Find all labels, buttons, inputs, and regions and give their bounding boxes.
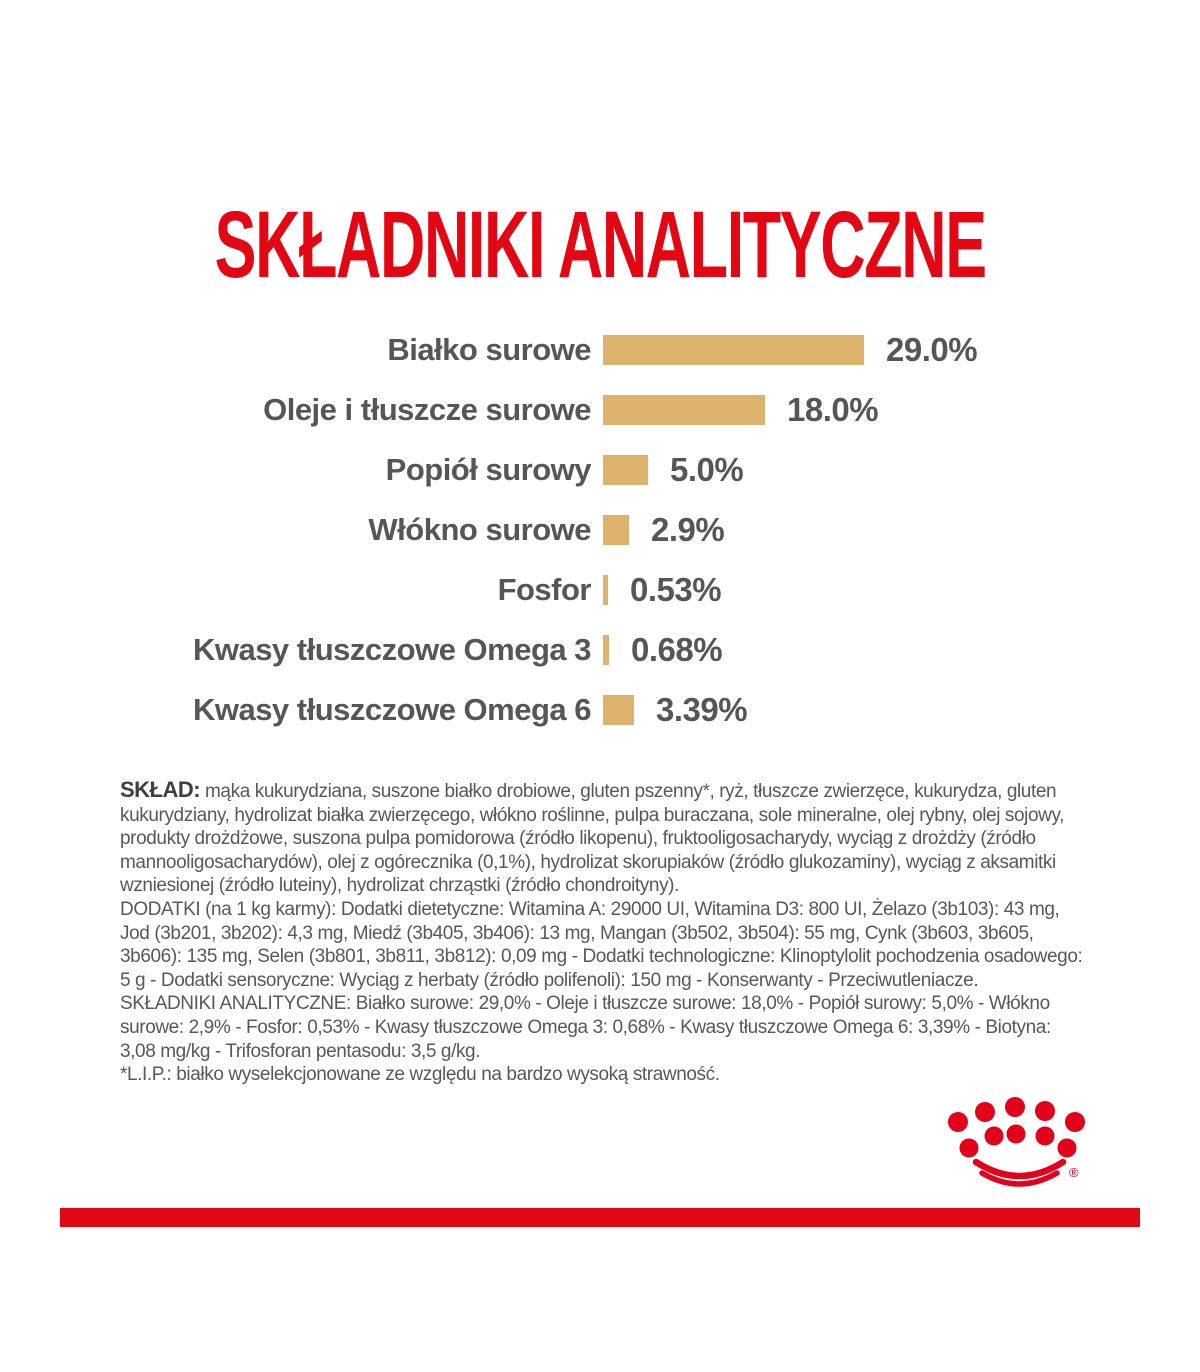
composition-text: mąka kukurydziana, suszone białko drobiowe, gluten pszenny*, ryż, tłuszcze zwierzęce, kukurydza, gluten kukurydziany, hydrolizat białka zwierzęcego, włókno roślinne, pulpa buraczana, sole mineralne, olej rybny, olej sojowy, produkty drożdżowe, suszona pulpa pomidorowa (źródło likopenu), fruktooligosacharydy, wyciąg z drożdży (źródło mannooligosacharydów), olej z ogórecznika (0,1%), hydrolizat skorupiaków (źródło glukozaminy), wyciąg z aksamitki wzniesionej (źródło luteiny), hydrolizat chrząstki (źródło chondroityny).: [120, 781, 1065, 897]
bar: [603, 695, 634, 725]
bar: [603, 575, 608, 605]
ingredients-block: [120, 778, 1086, 1087]
bar-value-label: 29.0%: [886, 331, 978, 368]
chart-row: [120, 560, 1120, 620]
composition-paragraph: [120, 778, 1086, 898]
bar-value-label: 18.0%: [787, 391, 879, 428]
bar-value-label: 3.39%: [656, 691, 748, 728]
bar-category-label: Kwasy tłuszczowe Omega 3: [192, 632, 591, 667]
registered-mark: ®: [1069, 1165, 1079, 1180]
additives-paragraph: DODATKI (na 1 kg karmy): Dodatki dietetyczne: Witamina A: 29000 UI, Witamina D3: 800 UI, Żelazo (3b103): 43 mg, Jod (3b201, 3b202): 4,3 mg, Miedź (3b405, 3b406): 13 mg, Mangan (3b502, 3b504): 55 mg, Cynk (3b603, 3b605, 3b606): 135 mg, Selen (3b801, 3b811, 3b812): 0,09 mg - Dodatki technologiczne: Klinoptylolit pochodzenia osadowego: 5 g - Dodatki sensoryczne: Wyciąg z herbaty (źródło polifenoli): 150 mg - Konserwanty - Przeciwutleniacze.: [120, 898, 1083, 991]
analytical-components-bar-chart: [120, 320, 1120, 740]
royal-canin-crown-logo: [944, 1096, 1094, 1196]
chart-row: [120, 380, 1120, 440]
bar-category-label: Białko surowe: [387, 332, 591, 367]
bar-category-label: Kwasy tłuszczowe Omega 6: [192, 692, 591, 727]
bar: [603, 335, 864, 365]
chart-row: [120, 620, 1120, 680]
bar: [603, 455, 648, 485]
bar: [603, 515, 629, 545]
bar-value-label: 0.68%: [631, 631, 723, 668]
page-title: [0, 192, 1200, 298]
chart-row: [120, 320, 1120, 380]
bar-category-label: Oleje i tłuszcze surowe: [263, 392, 591, 427]
chart-row: [120, 680, 1120, 740]
page-title-text: SKŁADNIKI ANALITYCZNE: [214, 192, 986, 298]
bar-value-label: 5.0%: [670, 451, 744, 488]
crown-icon: [944, 1096, 1094, 1196]
bar-value-label: 2.9%: [651, 511, 725, 548]
bar: [603, 395, 765, 425]
bar: [603, 635, 609, 665]
bar-value-label: 0.53%: [630, 571, 722, 608]
bar-category-label: Fosfor: [497, 572, 591, 607]
footer-red-bar: [60, 1208, 1140, 1227]
analytical-constituents-paragraph: SKŁADNIKI ANALITYCZNE: Białko surowe: 29,0% - Oleje i tłuszcze surowe: 18,0% - Popiół surowy: 5,0% - Włókno surowe: 2,9% - Fosfor: 0,53% - Kwasy tłuszczowe Omega 3: 0,68% - Kwasy tłuszczowe Omega 6: 3,39% - Biotyna: 3,08 mg/kg - Trifosforan pentasodu: 3,5 g/kg.: [120, 993, 1051, 1062]
chart-row: [120, 500, 1120, 560]
bar-category-label: Włókno surowe: [368, 512, 591, 547]
composition-label: SKŁAD:: [120, 777, 201, 802]
chart-row: [120, 440, 1120, 500]
lip-footnote: *L.I.P.: białko wyselekcjonowane ze względu na bardzo wysoką strawność.: [120, 1064, 720, 1086]
bar-category-label: Popiół surowy: [385, 452, 591, 487]
